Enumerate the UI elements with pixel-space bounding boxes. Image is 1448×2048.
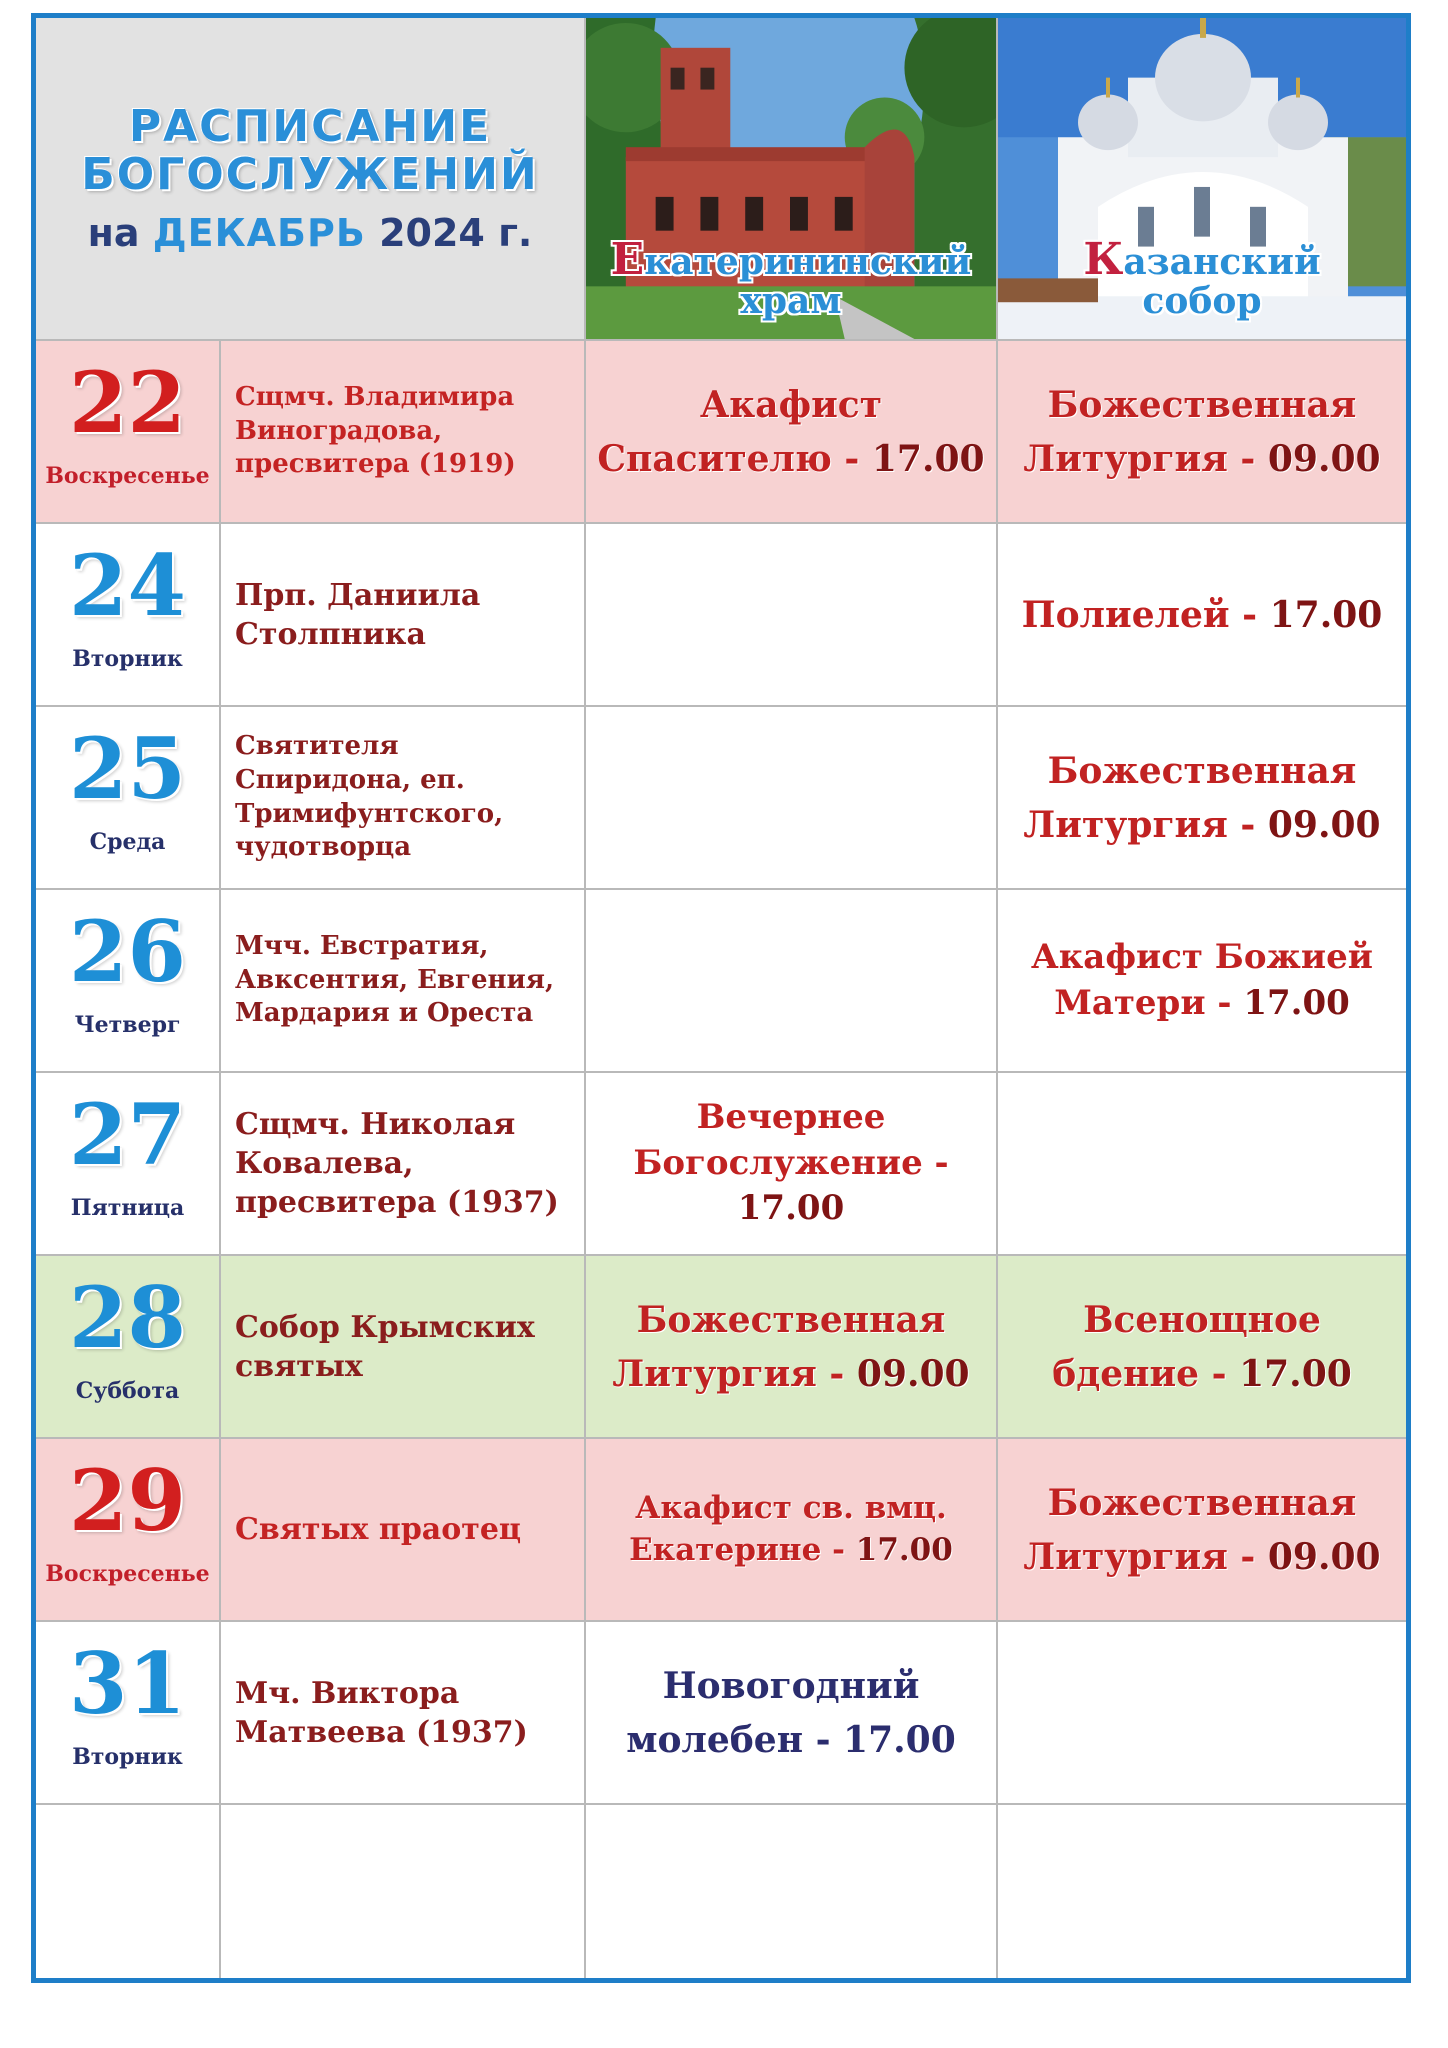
service-time: 09.00 — [856, 1352, 970, 1395]
church1-service — [586, 1073, 998, 1256]
church2-header — [998, 18, 1406, 341]
service-name: Акафист св. вмц. Екатерине - — [629, 1489, 947, 1568]
church2-name-rest: азанский — [1123, 241, 1321, 284]
church1-service — [586, 524, 998, 707]
empty-cell — [998, 1805, 1406, 1978]
service-name: Всенощное бдение - — [1052, 1298, 1321, 1395]
church1-service — [586, 341, 998, 524]
service-time: 17.00 — [843, 1718, 956, 1761]
weekday-label: Вторник — [72, 1744, 183, 1770]
service-time: 09.00 — [1267, 803, 1381, 846]
church2-service — [998, 707, 1406, 890]
service-name: Божественная Литургия - — [1023, 1481, 1357, 1578]
church1-name-rest: катерининский — [644, 241, 972, 284]
church2-initial: К — [1083, 234, 1124, 286]
weekday-label: Суббота — [75, 1378, 180, 1404]
day-number: 25 — [69, 719, 186, 818]
saint-cell: Святителя Спиридона, еп. Тримифунтского, чудотворца — [221, 707, 586, 890]
saint-cell: Прп. Даниила Столпника — [221, 524, 586, 707]
title-year: 2024 г. — [379, 210, 533, 255]
church2-name-line2: собор — [1142, 280, 1262, 323]
title-line-2: БОГОСЛУЖЕНИЙ — [81, 148, 539, 200]
service-name: Божественная Литургия - — [612, 1298, 946, 1395]
service-name: Божественная Литургия - — [1023, 383, 1357, 480]
service-time: 17.00 — [1239, 1352, 1352, 1395]
church2-name — [1083, 234, 1321, 323]
church2-service — [998, 524, 1406, 707]
date-cell — [36, 707, 221, 890]
service-name: Божественная Литургия - — [1023, 749, 1357, 846]
date-cell — [36, 1256, 221, 1439]
church1-service — [586, 1622, 998, 1805]
church2-service — [998, 341, 1406, 524]
empty-cell — [586, 1805, 998, 1978]
church1-service — [586, 1256, 998, 1439]
day-number: 26 — [69, 902, 186, 1001]
weekday-label: Пятница — [70, 1195, 185, 1221]
title-month: ДЕКАБРЬ — [152, 210, 366, 255]
service-time: 09.00 — [1267, 437, 1381, 480]
church1-service — [586, 890, 998, 1073]
schedule-sheet — [31, 13, 1411, 1983]
church2-service — [998, 890, 1406, 1073]
saint-cell: Сщмч. Николая Ковалева, пресвитера (1937) — [221, 1073, 586, 1256]
service-name: Акафист Спасителю - — [597, 383, 883, 480]
church2-service — [998, 1256, 1406, 1439]
saint-cell: Собор Крымских святых — [221, 1256, 586, 1439]
title-month-line — [87, 210, 533, 255]
service-time: 17.00 — [1243, 982, 1350, 1023]
church1-name — [610, 234, 972, 323]
day-number: 29 — [69, 1451, 186, 1550]
saint-cell: Мч. Виктора Матвеева (1937) — [221, 1622, 586, 1805]
saint-cell: Святых праотец — [221, 1439, 586, 1622]
page-title — [36, 18, 586, 341]
church1-initial: Е — [610, 234, 645, 286]
service-time: 17.00 — [855, 1531, 953, 1568]
service-name: Акафист Божией Матери - — [1031, 936, 1373, 1023]
service-time: 09.00 — [1267, 1535, 1381, 1578]
service-name: Новогодний молебен - — [626, 1664, 920, 1761]
service-time: 17.00 — [871, 437, 985, 480]
day-number: 22 — [69, 353, 186, 452]
day-number: 28 — [69, 1268, 186, 1367]
day-number: 31 — [69, 1634, 186, 1733]
weekday-label: Воскресенье — [45, 463, 210, 489]
title-pre: на — [87, 210, 140, 255]
saint-cell: Мчч. Евстратия, Авксентия, Евгения, Мардария и Ореста — [221, 890, 586, 1073]
date-cell — [36, 524, 221, 707]
day-number: 27 — [69, 1085, 186, 1184]
date-cell — [36, 1073, 221, 1256]
weekday-label: Вторник — [72, 646, 183, 672]
service-name: Полиелей - — [1021, 593, 1270, 636]
weekday-label: Четверг — [74, 1012, 181, 1038]
church1-service — [586, 1439, 998, 1622]
saint-cell: Сщмч. Владимира Виноградова, пресвитера (1919) — [221, 341, 586, 524]
day-number: 24 — [69, 536, 186, 635]
service-time: 17.00 — [1269, 593, 1383, 636]
date-cell — [36, 341, 221, 524]
church1-service — [586, 707, 998, 890]
empty-cell — [221, 1805, 586, 1978]
weekday-label: Воскресенье — [45, 1561, 210, 1587]
date-cell — [36, 1439, 221, 1622]
empty-cell — [36, 1805, 221, 1978]
church2-service — [998, 1073, 1406, 1256]
title-line-1: РАСПИСАНИЕ — [128, 101, 492, 153]
date-cell — [36, 1622, 221, 1805]
service-name: Вечернее Богослужение - — [633, 1096, 949, 1183]
church1-name-line2: храм — [740, 280, 842, 323]
date-cell — [36, 890, 221, 1073]
weekday-label: Среда — [89, 829, 166, 855]
church1-header — [586, 18, 998, 341]
schedule-table — [36, 18, 1406, 1978]
service-time: 17.00 — [737, 1188, 845, 1229]
church2-service — [998, 1622, 1406, 1805]
church2-service — [998, 1439, 1406, 1622]
